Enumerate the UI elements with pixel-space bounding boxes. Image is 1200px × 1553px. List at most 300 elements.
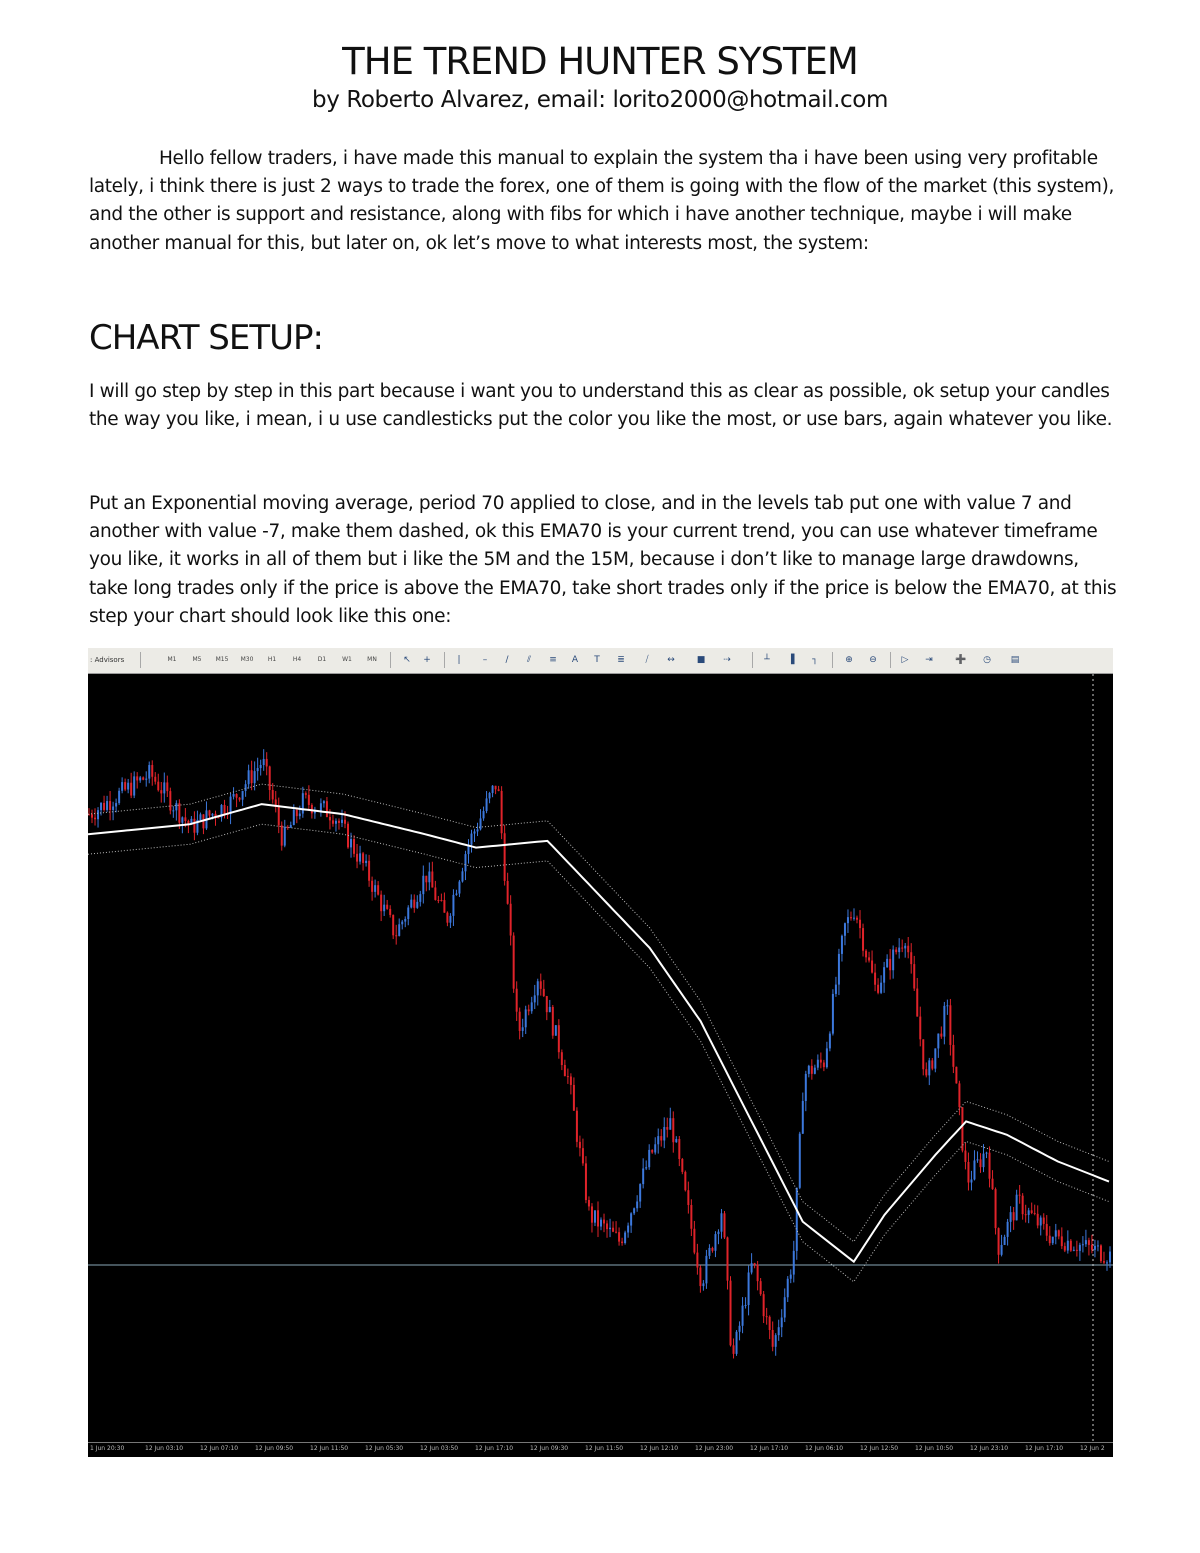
bull-candle: [705, 1256, 707, 1284]
bull-candle: [350, 839, 352, 847]
bear-candle: [1061, 1236, 1063, 1246]
bull-candle: [290, 825, 292, 828]
bear-candle: [925, 1069, 927, 1075]
time-axis-tick-label: 12 Jun 09:30: [530, 1445, 569, 1452]
author-byline: by Roberto Alvarez, email: lorito2000@hotmail.com: [312, 87, 888, 113]
bull-candle: [751, 1263, 753, 1272]
bear-candle: [308, 795, 310, 805]
bull-candle: [742, 1306, 744, 1326]
bull-candle: [720, 1213, 722, 1231]
bear-candle: [558, 1025, 560, 1052]
bull-candle: [624, 1232, 626, 1243]
time-axis-tick-label: 12 Jun 03:50: [420, 1445, 459, 1452]
bull-candle: [464, 854, 466, 871]
bear-candle: [862, 928, 864, 951]
bear-candle: [916, 989, 918, 1017]
bull-candle: [669, 1118, 671, 1130]
bull-candle: [1094, 1246, 1096, 1250]
bull-candle: [419, 894, 421, 902]
bull-candle: [814, 1068, 816, 1074]
bull-candle: [1055, 1230, 1057, 1236]
bear-candle: [651, 1150, 653, 1153]
bear-candle: [380, 895, 382, 912]
bull-candle: [293, 810, 295, 825]
bear-candle: [958, 1083, 960, 1107]
bull-candle: [452, 895, 454, 916]
time-axis-tick-label: 12 Jun 17:10: [1025, 1445, 1064, 1452]
bear-candle: [236, 794, 238, 798]
bull-candle: [633, 1208, 635, 1213]
bear-candle: [519, 1012, 521, 1031]
bear-candle: [579, 1142, 581, 1148]
bull-candle: [407, 907, 409, 918]
bull-candle: [648, 1150, 650, 1167]
bull-candle: [802, 1101, 804, 1134]
bull-candle: [248, 770, 250, 784]
cursor-icon[interactable]: ↖: [403, 655, 411, 665]
bear-candle: [998, 1228, 1000, 1255]
indicators-icon[interactable]: ➕: [955, 655, 967, 665]
bull-candle: [1004, 1237, 1006, 1245]
bull-candle: [474, 831, 476, 833]
timeframe-button-m5[interactable]: M5: [192, 656, 202, 663]
bull-candle: [260, 765, 262, 768]
bear-candle: [612, 1228, 614, 1232]
bull-candle: [748, 1272, 750, 1305]
bear-candle: [995, 1189, 997, 1228]
bear-candle: [218, 817, 220, 818]
bull-candle: [627, 1226, 629, 1233]
bull-candle: [826, 1048, 828, 1067]
vertical-line-icon[interactable]: |: [457, 655, 461, 665]
bear-candle: [573, 1085, 575, 1111]
bull-candle: [838, 954, 840, 985]
bear-candle: [901, 948, 903, 949]
crosshair-icon[interactable]: +: [423, 655, 431, 665]
bull-candle: [1067, 1241, 1069, 1251]
bull-candle: [639, 1184, 641, 1201]
bull-candle: [145, 779, 147, 780]
time-axis-tick-label: 12 Jun 2: [1080, 1445, 1105, 1452]
time-axis-tick-label: 12 Jun 23:10: [970, 1445, 1009, 1452]
bear-candle: [528, 1009, 530, 1011]
bull-candle: [118, 791, 120, 803]
timeframe-button-h1[interactable]: H1: [267, 656, 277, 663]
bear-candle: [1043, 1218, 1045, 1224]
bear-candle: [154, 777, 156, 782]
bull-candle: [1109, 1252, 1111, 1263]
bull-candle: [181, 817, 183, 822]
bear-candle: [730, 1281, 732, 1346]
bear-candle: [109, 801, 111, 810]
bull-candle: [383, 905, 385, 912]
bear-candle: [501, 791, 503, 833]
bear-candle: [567, 1076, 569, 1077]
bull-candle: [880, 983, 882, 993]
time-axis-tick-label: 12 Jun 09:50: [255, 1445, 294, 1452]
bear-candle: [690, 1205, 692, 1229]
bear-candle: [1037, 1214, 1039, 1226]
bear-candle: [672, 1118, 674, 1142]
chart-toolbar: [88, 648, 1113, 674]
bear-candle: [615, 1232, 617, 1233]
time-axis-tick-label: 12 Jun 11:50: [585, 1445, 624, 1452]
bear-candle: [597, 1210, 599, 1226]
bear-candle: [434, 887, 436, 899]
channel-icon[interactable]: ⫽: [526, 655, 531, 665]
bull-candle: [793, 1251, 795, 1275]
bull-candle: [898, 948, 900, 953]
timeframe-button-m1[interactable]: M1: [167, 656, 177, 663]
bull-candle: [522, 1027, 524, 1031]
time-axis-tick-label: 12 Jun 06:10: [805, 1445, 844, 1452]
bull-candle: [284, 827, 286, 846]
bear-candle: [585, 1163, 587, 1200]
bull-candle: [600, 1220, 602, 1227]
bull-candle: [175, 803, 177, 810]
bull-candle: [106, 801, 108, 810]
arrows-icon[interactable]: ⇢: [723, 655, 731, 665]
bear-candle: [371, 881, 373, 892]
gann-icon[interactable]: ⧸: [645, 655, 649, 665]
bear-candle: [392, 915, 394, 935]
line-chart-icon[interactable]: ┐: [812, 655, 818, 665]
toolbar-separator: [140, 652, 141, 668]
bull-candle: [323, 801, 325, 803]
bull-candle: [404, 919, 406, 922]
bear-candle: [208, 810, 210, 815]
bull-candle: [1028, 1210, 1030, 1215]
bull-candle: [1079, 1245, 1081, 1251]
bear-candle: [91, 814, 93, 817]
bear-candle: [699, 1268, 701, 1287]
time-axis-tick-label: 12 Jun 07:10: [200, 1445, 239, 1452]
bear-candle: [711, 1248, 713, 1251]
bull-candle: [1001, 1245, 1003, 1255]
bear-candle: [510, 904, 512, 936]
bull-candle: [302, 793, 304, 813]
bear-candle: [606, 1223, 608, 1229]
bear-candle: [760, 1281, 762, 1294]
bull-candle: [736, 1332, 738, 1354]
bear-candle: [142, 777, 144, 779]
bull-candle: [609, 1228, 611, 1229]
bull-candle: [708, 1248, 710, 1256]
bear-candle: [895, 950, 897, 953]
bull-candle: [112, 807, 114, 810]
bear-candle: [591, 1206, 593, 1222]
bear-candle: [1022, 1196, 1024, 1214]
label-icon[interactable]: T: [594, 655, 600, 665]
toolbar-separator: [390, 652, 391, 668]
bear-candle: [618, 1232, 620, 1241]
bear-candle: [546, 996, 548, 1012]
bear-candle: [1025, 1214, 1027, 1215]
bull-candle: [847, 917, 849, 923]
bear-candle: [395, 935, 397, 936]
bear-candle: [868, 957, 870, 960]
bear-candle: [94, 818, 96, 820]
bear-candle: [1100, 1245, 1102, 1261]
bull-candle: [745, 1305, 747, 1306]
time-axis-tick-label: 1 Jun 20:30: [90, 1445, 125, 1452]
bear-candle: [850, 917, 852, 918]
bear-candle: [224, 805, 226, 814]
timeframe-button-mn[interactable]: MN: [367, 656, 377, 663]
bull-candle: [970, 1179, 972, 1182]
shapes-icon[interactable]: ■: [696, 655, 706, 665]
bear-candle: [332, 820, 334, 823]
bear-candle: [1103, 1261, 1105, 1263]
time-axis-tick-label: 12 Jun 17:10: [475, 1445, 514, 1452]
ema-upper-level-line: [88, 784, 1109, 1242]
bear-candle: [859, 920, 861, 928]
bull-candle: [943, 1006, 945, 1037]
bull-candle: [335, 821, 337, 824]
bull-candle: [781, 1318, 783, 1328]
bear-candle: [696, 1253, 698, 1268]
bull-candle: [549, 1007, 551, 1012]
bear-candle: [603, 1220, 605, 1224]
zoom-in-icon[interactable]: ⊕: [845, 655, 853, 665]
bear-candle: [1013, 1212, 1015, 1220]
bull-candle: [254, 771, 256, 783]
bar-chart-icon[interactable]: ┴: [764, 655, 770, 665]
bear-candle: [413, 900, 415, 908]
bull-candle: [886, 959, 888, 967]
bear-candle: [251, 770, 253, 783]
timeframe-button-m30[interactable]: M30: [240, 656, 254, 663]
bear-candle: [766, 1316, 768, 1317]
intro-paragraph: Hello fellow traders, i have made this manual to explain the system tha i have been using very profitable lately, i think there is just 2 ways to trade the forex, one of them is going with the flow of the market (this system), and the other is support and resistance, along with fibs for which i have another technique, maybe i will make another manual for this, but later on, ok let’s move to what interests most, the system:: [89, 148, 1114, 254]
bear-candle: [504, 833, 506, 881]
bull-candle: [904, 946, 906, 949]
bull-candle: [663, 1127, 665, 1140]
bull-candle: [1040, 1218, 1042, 1226]
price-chart-plot: [88, 674, 1113, 1442]
section-heading-chart-setup: CHART SETUP:: [89, 318, 323, 358]
bear-candle: [660, 1136, 662, 1140]
bull-candle: [299, 814, 301, 817]
timeframe-button-w1[interactable]: W1: [342, 656, 352, 663]
bear-candle: [564, 1065, 566, 1076]
bull-candle: [654, 1144, 656, 1152]
bull-candle: [257, 768, 259, 771]
bull-candle: [790, 1275, 792, 1279]
bear-candle: [910, 952, 912, 964]
bear-candle: [552, 1007, 554, 1036]
bear-candle: [856, 918, 858, 920]
bull-candle: [525, 1009, 527, 1027]
time-axis-tick-label: 12 Jun 17:10: [750, 1445, 789, 1452]
bear-candle: [239, 798, 241, 800]
bull-candle: [946, 1005, 948, 1006]
bear-candle: [940, 1034, 942, 1037]
bull-candle: [976, 1159, 978, 1160]
bear-candle: [727, 1237, 729, 1280]
autoscroll-icon[interactable]: ▷: [901, 655, 909, 665]
bear-candle: [820, 1060, 822, 1063]
bull-candle: [778, 1327, 780, 1335]
text-icon[interactable]: A: [571, 655, 579, 665]
bull-candle: [139, 777, 141, 780]
bear-candle: [1070, 1241, 1072, 1251]
bull-candle: [230, 797, 232, 815]
bear-candle: [961, 1107, 963, 1150]
bear-candle: [907, 946, 909, 952]
bull-candle: [199, 814, 201, 820]
bull-candle: [534, 995, 536, 1002]
bull-candle: [983, 1154, 985, 1168]
bear-candle: [151, 765, 153, 777]
bull-candle: [365, 861, 367, 863]
templates-icon[interactable]: ▤: [1010, 655, 1020, 665]
bear-candle: [874, 973, 876, 985]
bear-candle: [561, 1052, 563, 1065]
bull-candle: [853, 918, 855, 919]
time-axis-tick-label: 12 Jun 11:50: [310, 1445, 349, 1452]
bull-candle: [489, 793, 491, 798]
bear-candle: [356, 854, 358, 862]
bear-candle: [193, 819, 195, 833]
bull-candle: [805, 1074, 807, 1101]
bear-candle: [823, 1063, 825, 1068]
bear-candle: [169, 791, 171, 810]
bear-candle: [437, 900, 439, 901]
bear-candle: [588, 1200, 590, 1206]
bear-candle: [431, 871, 433, 887]
bear-candle: [733, 1345, 735, 1354]
periods-icon[interactable]: ◷: [983, 655, 991, 665]
bull-candle: [133, 776, 135, 795]
bull-candle: [892, 950, 894, 971]
bull-candle: [986, 1153, 988, 1154]
bear-candle: [1049, 1236, 1051, 1243]
bear-candle: [184, 817, 186, 821]
bear-candle: [763, 1294, 765, 1316]
chart-shift-icon[interactable]: ⇥: [925, 655, 933, 665]
bull-candle: [1097, 1245, 1099, 1246]
bull-candle: [398, 924, 400, 936]
chart-screenshot: [88, 648, 1113, 1456]
bear-candle: [543, 989, 545, 996]
horizontal-line-icon[interactable]: –: [482, 655, 488, 665]
bear-candle: [871, 961, 873, 973]
bear-candle: [811, 1066, 813, 1074]
time-axis-tick-label: 12 Jun 12:10: [640, 1445, 679, 1452]
bear-candle: [681, 1159, 683, 1172]
bull-candle: [1007, 1222, 1009, 1237]
bear-candle: [931, 1060, 933, 1068]
fibonacci-icon[interactable]: ≡: [549, 655, 557, 665]
toolbar-separator: [444, 652, 445, 668]
bear-candle: [865, 951, 867, 958]
bull-candle: [97, 810, 99, 819]
bear-candle: [272, 790, 274, 799]
bull-candle: [449, 916, 451, 923]
bull-candle: [477, 829, 479, 831]
bear-candle: [296, 810, 298, 816]
bull-candle: [796, 1188, 798, 1251]
bull-candle: [531, 1002, 533, 1011]
bull-candle: [642, 1168, 644, 1184]
bull-candle: [844, 923, 846, 936]
bull-candle: [702, 1283, 704, 1286]
bull-candle: [486, 798, 488, 811]
bull-candle: [657, 1136, 659, 1144]
cycle-lines-icon[interactable]: ↔: [667, 655, 675, 665]
bull-candle: [320, 803, 322, 810]
bull-candle: [973, 1160, 975, 1179]
bull-candle: [714, 1234, 716, 1251]
bear-candle: [979, 1159, 981, 1167]
timeframe-button-h4[interactable]: H4: [292, 656, 302, 663]
bear-candle: [1031, 1210, 1033, 1213]
time-axis: [88, 1442, 1113, 1457]
bear-candle: [913, 964, 915, 988]
time-axis-tick-label: 12 Jun 03:10: [145, 1445, 184, 1452]
zoom-out-icon[interactable]: ⊖: [869, 655, 877, 665]
bull-candle: [1106, 1262, 1108, 1263]
bull-candle: [242, 791, 244, 800]
paragraph-candles-setup: I will go step by step in this part because i want you to understand this as clear as possible, ok setup your candles the way you like, i mean, i u use candlesticks put the color you like the most, or use bars, again whatever you like.: [89, 381, 1113, 431]
bull-candle: [163, 782, 165, 793]
bull-candle: [883, 967, 885, 982]
time-axis-tick-label: 12 Jun 23:00: [695, 1445, 734, 1452]
bear-candle: [516, 989, 518, 1012]
bear-candle: [922, 1039, 924, 1069]
bull-candle: [492, 786, 494, 793]
bear-candle: [582, 1148, 584, 1163]
bear-candle: [278, 807, 280, 825]
bear-candle: [889, 959, 891, 970]
pitchfork-icon[interactable]: ≣: [617, 655, 625, 665]
bull-candle: [148, 765, 150, 779]
bear-candle: [723, 1213, 725, 1237]
bull-candle: [775, 1335, 777, 1347]
timeframe-button-d1[interactable]: D1: [317, 656, 327, 663]
bear-candle: [1076, 1250, 1078, 1251]
bear-candle: [952, 1045, 954, 1067]
bear-candle: [166, 782, 168, 791]
bull-candle: [784, 1297, 786, 1317]
bull-candle: [1010, 1212, 1012, 1222]
bear-candle: [964, 1151, 966, 1162]
bear-candle: [919, 1017, 921, 1040]
bear-candle: [757, 1265, 759, 1282]
trendline-icon[interactable]: ∕: [505, 655, 509, 665]
bull-candle: [594, 1210, 596, 1222]
bear-candle: [967, 1162, 969, 1183]
bear-candle: [678, 1139, 680, 1159]
timeframe-button-m15[interactable]: M15: [215, 656, 229, 663]
bear-candle: [377, 885, 379, 894]
bear-candle: [305, 793, 307, 795]
bear-candle: [344, 820, 346, 824]
bear-candle: [687, 1190, 689, 1205]
bear-candle: [684, 1172, 686, 1190]
candlestick-icon[interactable]: ▐: [787, 655, 795, 665]
bear-candle: [955, 1067, 957, 1084]
bull-candle: [1073, 1250, 1075, 1251]
bear-candle: [281, 825, 283, 845]
bull-candle: [835, 985, 837, 994]
expert-advisors-label[interactable]: : Advisors: [90, 656, 125, 664]
bull-candle: [937, 1034, 939, 1049]
bull-candle: [1082, 1244, 1084, 1245]
bear-candle: [368, 861, 370, 881]
bear-candle: [989, 1153, 991, 1179]
